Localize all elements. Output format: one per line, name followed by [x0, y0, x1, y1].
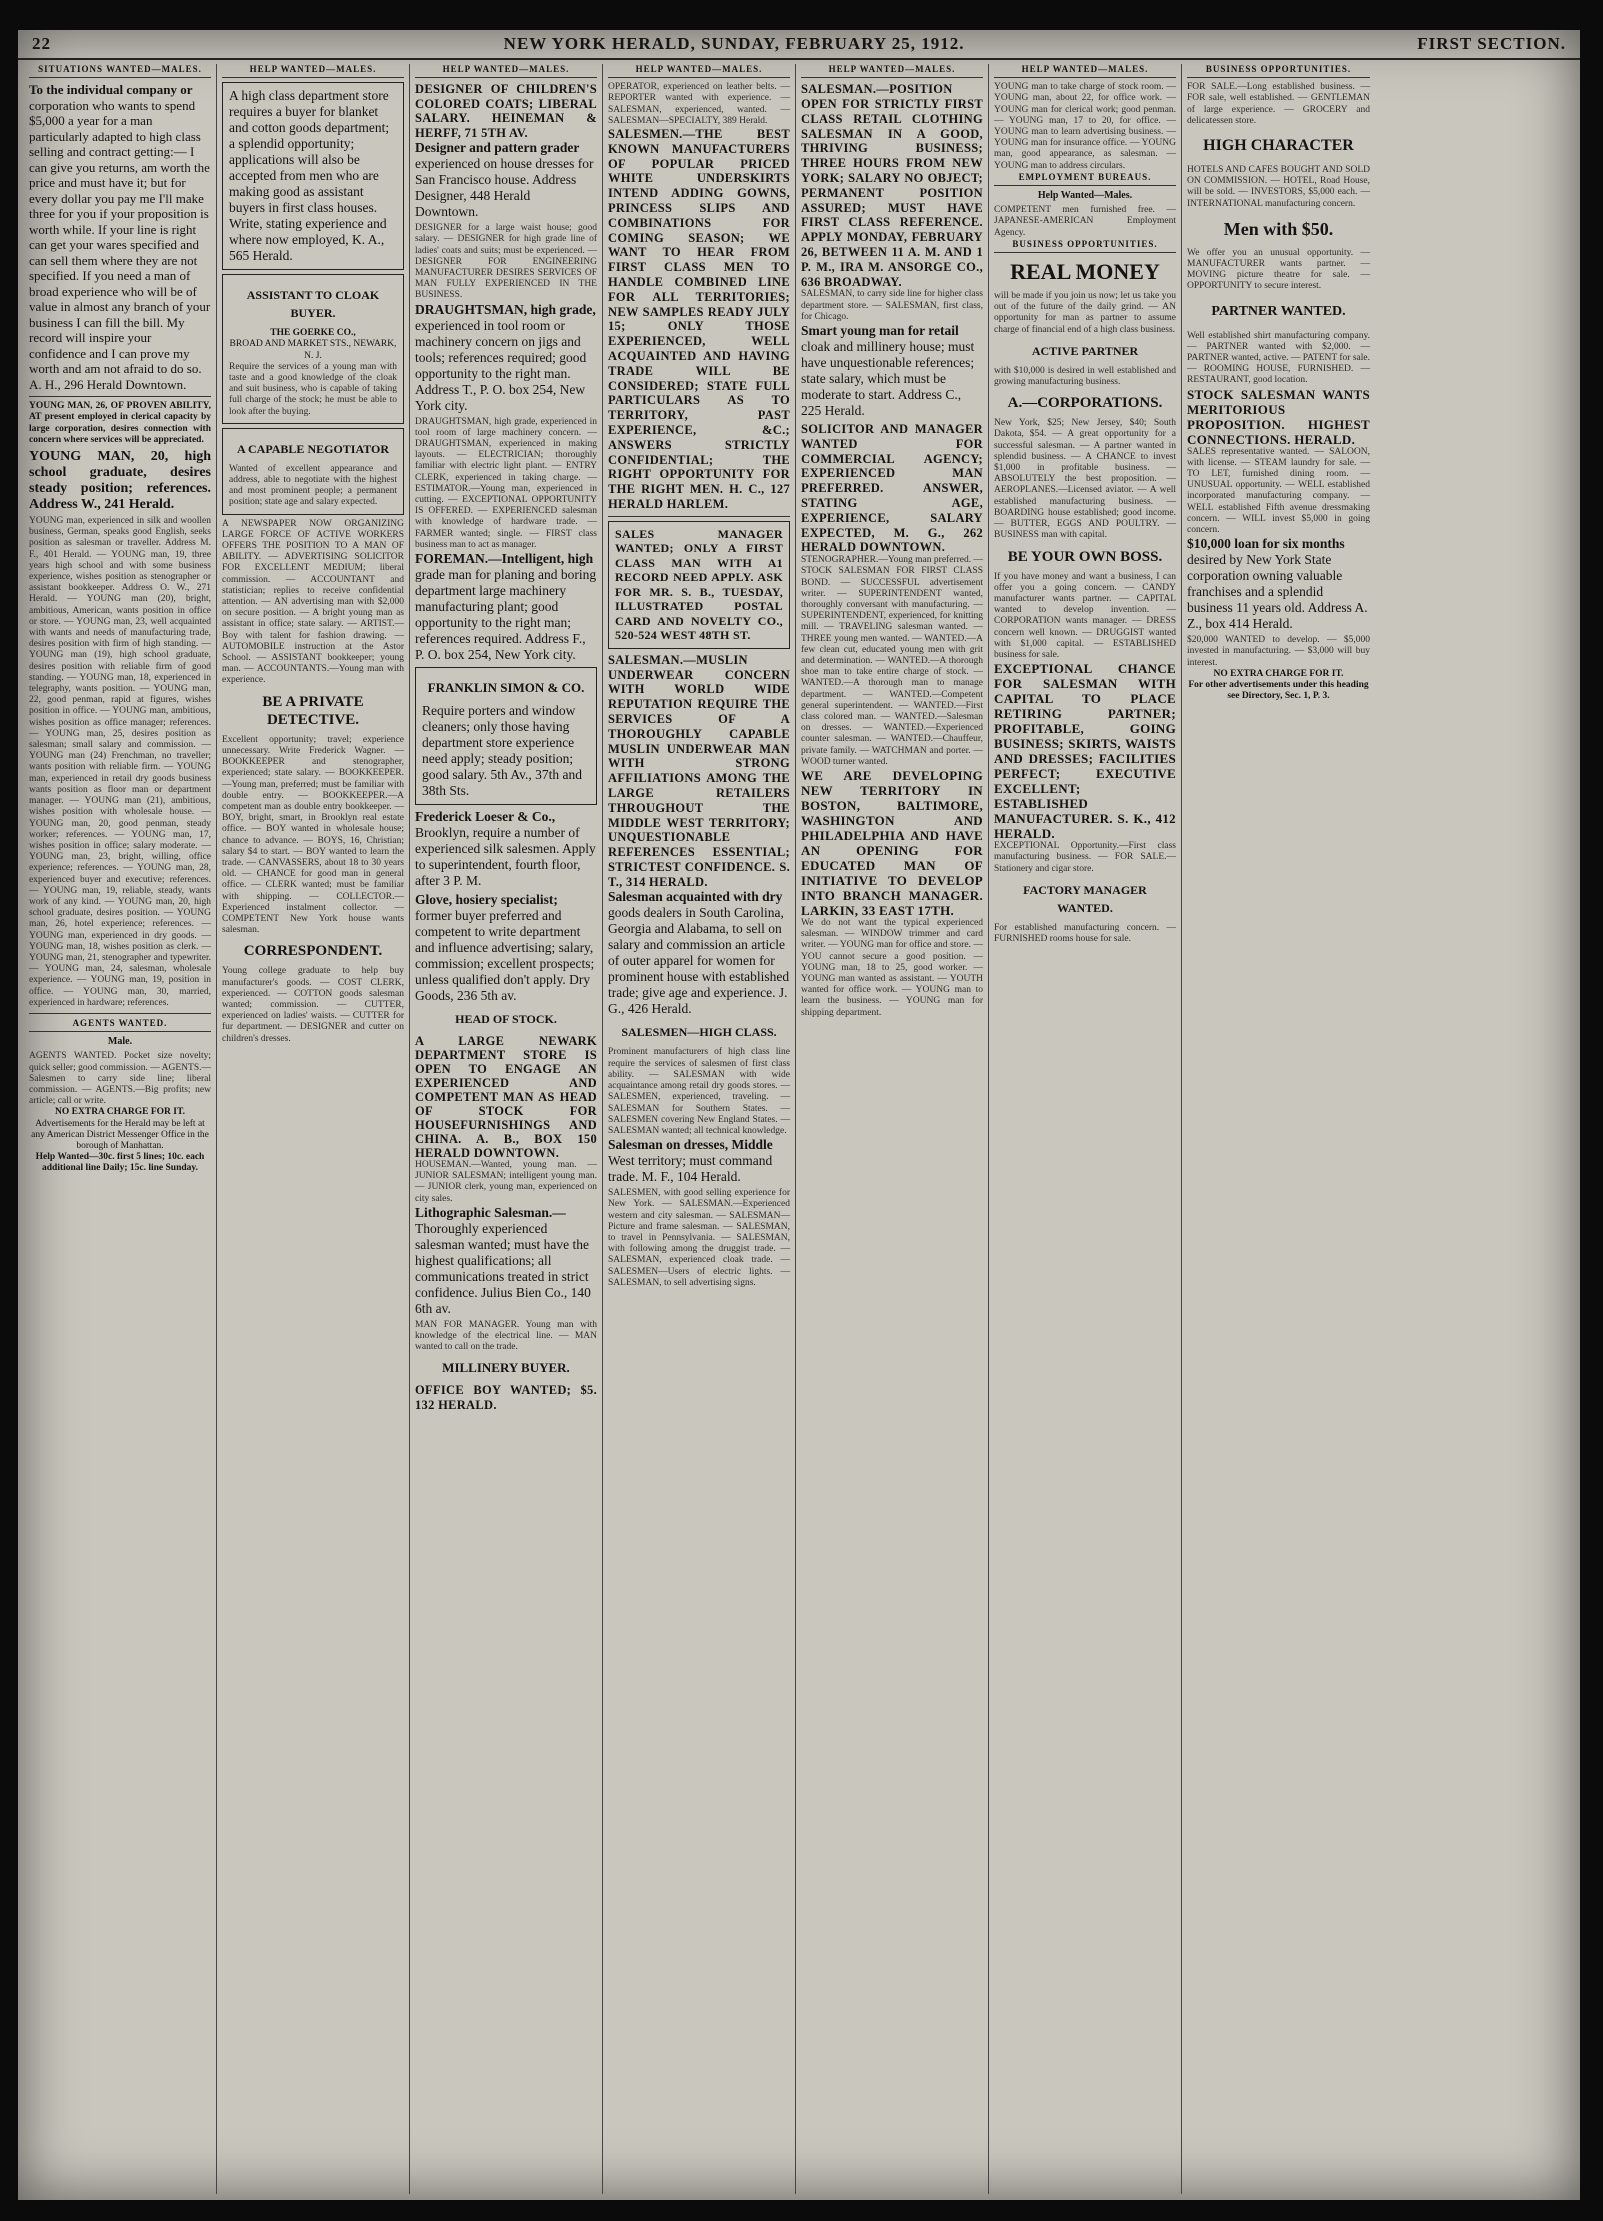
- classified-ad: To the individual company or corporation who wants to spend $5,000 a year for a man particularly adapted to high class selling and contract getting:— I can give you returns, am worth the price and must have it; but for every dollar you pay me I'll make three for you if your proposition is worth while. If your line is right can get your wares specified and can sell them where they are not specified. If you need a man of broad experience who will be of value in almost any branch of your business I can fill the bill. My record will inspire your confidence and I can prove my worth and am not afraid to do so. A. H., 296 Herald Downtown.: [29, 82, 211, 392]
- boxed-ad: SALES MANAGER WANTED; ONLY A FIRST CLASS MAN WITH A1 RECORD NEED APPLY. ASK FOR MR. S. B., TUESDAY, ILLUSTRATED POSTAL CARD AND NOVELTY CO., 520-524 WEST 48TH ST.: [608, 521, 790, 649]
- classified-ad: Glove, hosiery specialist; former buyer preferred and competent to write department and influence advertising; salary, commission; excellent prospects; unless qualified don't apply. Dry Goods, 236 5th av.: [415, 892, 595, 1004]
- ad-text: Require porters and window cleaners; only those having department store experience need apply; steady position; good salary. 5th Av., 37th and 38th Sts.: [422, 703, 582, 799]
- classified-ad: DESIGNER OF CHILDREN'S COLORED COATS; LIBERAL SALARY. HEINEMAN & HERFF, 71 5TH AV.: [415, 82, 597, 140]
- ad-title: ACTIVE PARTNER: [1031, 343, 1139, 358]
- footer-note: NO EXTRA CHARGE FOR IT.: [1213, 668, 1344, 679]
- ad-text-block: EXCEPTIONAL Opportunity.—First class manufacturing business. — FOR SALE.—Stationery and cigar store.: [994, 841, 1176, 874]
- ad-text-block: OPERATOR, experienced on leather belts. — REPORTER wanted with experience. — SALESMAN, experienced, wanted. — SALESMAN—SPECIALTY, 389 Herald.: [608, 82, 790, 126]
- ad-text-block: SALESMAN, to carry side line for higher class department store. — SALESMAN, first class, for Chicago.: [801, 289, 983, 322]
- page-number: 22: [32, 34, 51, 53]
- classified-ad: $10,000 loan for six months desired by New York State corporation owning valuable franchises and a splendid business 11 years old. Address A. Z., box 414 Herald.: [1187, 536, 1368, 632]
- classified-ad: SOLICITOR AND MANAGER WANTED FOR COMMERCIAL AGENCY; EXPERIENCED MAN PREFERRED. ANSWER, STATING AGE, EXPERIENCE, SALARY EXPECTED, M. G., 262 HERALD DOWNTOWN.: [801, 421, 983, 555]
- columns: [24, 64, 1574, 2194]
- rate-note: Help Wanted—30c. first 5 lines; 10c. each additional line Daily; 15c. line Sunday.: [35, 1152, 205, 1174]
- classified-ad: Designer and pattern grader experienced on house dresses for San Francisco house. Address Designer, 448 Herald Downtown.: [415, 140, 594, 220]
- ad-text-block: We offer you an unusual opportunity. — MANUFACTURER wants partner. — MOVING picture theatre for sale. — OPPORTUNITY to secure interest.: [1187, 247, 1370, 292]
- boxed-ad: [222, 428, 404, 515]
- classified-ad: DRAUGHTSMAN, high grade, experienced in tool room or machinery concern on jigs and tools; references required; good opportunity to the right man. Address T., P. O. box 254, New York city.: [415, 301, 596, 413]
- ad-title: ASSISTANT TO CLOAK BUYER.: [246, 288, 380, 321]
- ad-text-block: Young college graduate to help buy manufacturer's goods. — COST CLERK, experienced. — COTTON goods salesman wanted; commission. — CUTTER, experienced on ladies' waists. — CUTTER for fur department. — DESIGNER and cutter on children's dresses.: [222, 966, 404, 1044]
- classified-ad: Salesman acquainted with dry goods dealers in South Carolina, Georgia and Alabama, to sell on salary and commission an article of outer apparel for women for prominent house with established trade; give age and experience. J. G., 426 Herald.: [608, 889, 790, 1017]
- boxed-ad: [222, 274, 404, 424]
- footer-text: Advertisements for the Herald may be left at any American District Messenger Office in the borough of Manhattan.: [31, 1118, 209, 1151]
- page-header: [18, 30, 1580, 60]
- column-2: [217, 64, 410, 2194]
- ad-title: MILLINERY BUYER.: [442, 1360, 570, 1376]
- ad-text-block: For established manufacturing concern. — FURNISHED rooms house for sale.: [994, 922, 1176, 944]
- ad-text-block: DESIGNER for a large waist house; good salary. — DESIGNER for high grade line of ladies' coats and suits; must be experienced. — DESIGNER FOR ENGINEERING MANUFACTURER DESIRES SERVICES OF MAN FULLY EXPERIENCED IN THE BUSINESS.: [415, 223, 597, 301]
- ad-text-block: AGENTS WANTED. Pocket size novelty; quick seller; good commission. — AGENTS.—Salesmen to carry side line; liberal commission. — AGENTS.—Big profits; new article; call or write.: [29, 1051, 211, 1107]
- ad-text-block: FOR SALE.—Long established business. — FOR sale, well established. — GENTLEMAN of large experience. — GROCERY and delicatessen store.: [1187, 82, 1370, 126]
- column-5: [796, 64, 989, 2194]
- ad-title: HIGH CHARACTER: [1203, 137, 1354, 155]
- ad-text-block: Require the services of a young man with taste and a good knowledge of the cloak and suit business, who is capable of taking full charge of the stock; he must be able to look after the buying.: [229, 361, 397, 417]
- section-label: FIRST SECTION.: [1417, 34, 1566, 53]
- footer-text: For other advertisements under this heading see Directory, Sec. 1, P. 3.: [1188, 680, 1369, 702]
- ad-title: PARTNER WANTED.: [1211, 303, 1346, 319]
- ad-title: FACTORY MANAGER WANTED.: [1023, 882, 1147, 915]
- classified-ad: Salesman on dresses, Middle West territory; must command trade. M. F., 104 Herald.: [608, 1137, 773, 1185]
- ad-title: A.—CORPORATIONS.: [1007, 395, 1163, 412]
- ad-title: Men with $50.: [1223, 218, 1334, 239]
- ad-text-block: MAN FOR MANAGER. Young man with knowledge of the electrical line. — MAN wanted to call on the trade.: [415, 1319, 597, 1353]
- ad-address: BROAD AND MARKET STS., NEWARK, N. J.: [229, 339, 397, 361]
- column-6: [989, 64, 1182, 2194]
- ad-title: CORRESPONDENT.: [243, 943, 383, 960]
- ad-text-block: If you have money and want a business, I can offer you a going concern. — CANDY manufacturer wants partner. — CAPITAL wanted to develop invention. — CORPORATION wants manager. — DRESS concern well known. — DRUGGIST wanted with $1,000 capital. — ESTABLISHED business for sale.: [994, 571, 1176, 660]
- ad-text-block: YOUNG man, experienced in silk and woollen business, German, speaks good English, seeks position as salesman or traveller. Address M. F., 401 Herald. — YOUNG man, 19, three years high school and with some business experience, wishes position as stenographer or assistant bookkeeper. Address O. W., 271 Herald. — YOUNG man (20), bright, ambitious, American, wants position in office or store. — YOUNG man, 23, well acquainted with wants and needs of manufacturing trade, desires position with firm of high standing. — YOUNG man (19), high school graduate, desires position with reliable firm of good standing. — YOUNG man, 18, experienced in telegraphy, wants position. — YOUNG man, 22, good penman, rapid at figures, wishes position in office. — YOUNG man, ambitious, wishes position as office manager; references. — YOUNG man, 25, desires position as salesman; small salary and commission. — YOUNG man (24) Frenchman, no traveller; wants position with reliable firm. — YOUNG man, experienced in retail dry goods business wants position as floor man or department manager. — YOUNG man (21), ambitious, wishes position with wholesale house. — YOUNG man, 20, good penman, steady worker; references. — YOUNG man, 17, wishes position in office; salary moderate. — YOUNG man, 23, bright, willing, office experience; references. — YOUNG man, 28, experienced buyer and executive; references. — YOUNG man, 19, reliable, steady, wants work of any kind. — YOUNG man, 20, high school graduate, desires position. — YOUNG man, 26, hotel experience; references. — YOUNG man, experienced in dry goods. — YOUNG man, 18, wishes position as clerk. — YOUNG man, 21, stenographer and typewriter. — YOUNG man, 24, salesman, wholesale experience. — YOUNG man, 19, position in office. — YOUNG man, 30, married, experienced in hardware; references.: [29, 516, 211, 1008]
- classified-ad: SALESMAN.—MUSLIN UNDERWEAR CONCERN WITH WORLD WIDE REPUTATION REQUIRE THE SERVICES OF A THOROUGHLY CAPABLE MUSLIN UNDERWEAR MAN WITH STRONG AFFILIATIONS AMONG THE LARGE RETAILERS THROUGHOUT THE MIDDLE WEST TERRITORY; UNQUESTIONABLE REFERENCES ESSENTIAL; STRICTEST CONFIDENCE. S. T., 314 HERALD.: [608, 652, 790, 889]
- section-heading: HELP WANTED—MALES.: [801, 64, 983, 78]
- divider: [29, 1013, 211, 1014]
- section-heading: HELP WANTED—MALES.: [608, 64, 790, 78]
- business-heading: BUSINESS OPPORTUNITIES.: [994, 239, 1176, 253]
- classified-ad: SALESMAN.—POSITION OPEN FOR STRICTLY FIRST CLASS RETAIL CLOTHING SALESMAN IN A GOOD, THRIVING BUSINESS; THREE HOURS FROM NEW YORK; SALARY NO OBJECT; PERMANENT POSITION ASSURED; MUST HAVE FIRST CLASS REFERENCE. APPLY MONDAY, FEBRUARY 26, BETWEEN 11 A. M. AND 1 P. M., IRA M. ANSORGE CO., 636 BROADWAY.: [801, 82, 983, 289]
- ad-text-block: HOUSEMAN.—Wanted, young man. — JUNIOR SALESMAN; intelligent young man. — JUNIOR clerk, young man, experienced on city sales.: [415, 1160, 597, 1204]
- ad-title: A CAPABLE NEGOTIATOR: [236, 441, 390, 456]
- classified-ad: A LARGE NEWARK DEPARTMENT STORE IS OPEN TO ENGAGE AN EXPERIENCED AND COMPETENT MAN AS HEAD OF STOCK FOR HOUSEFURNISHINGS AND CHINA. A. B., BOX 150 HERALD DOWNTOWN.: [415, 1034, 597, 1161]
- ad-text-block: SALESMEN, with good selling experience for New York. — SALESMAN.—Experienced western and city salesman. — SALESMAN—Picture and frame salesman. — SALESMAN, to travel in Pennsylvania. — SALESMAN, with following among the druggist trade. — SALESMAN, experienced cloak trade. — SALESMEN—Users of electric lights. — SALESMAN, to sell advertising signs.: [608, 1188, 790, 1288]
- classified-ad: YOUNG MAN, 26, OF PROVEN ABILITY, AT present employed in clerical capacity by large corporation, desires connection with concern where services will be appreciated.: [29, 401, 211, 445]
- section-heading: HELP WANTED—MALES.: [994, 64, 1176, 78]
- ad-company: THE GOERKE CO.,: [270, 328, 356, 339]
- section-heading: HELP WANTED—MALES.: [415, 64, 597, 78]
- column-4: [603, 64, 796, 2194]
- ad-text-block: Excellent opportunity; travel; experience unnecessary. Write Frederick Wagner. — BOOKKEEPER and stenographer, experienced; state salary. — BOOKKEEPER.—Young man, preferred; must be familiar with double entry. — BOOKKEEPER.—A competent man as double entry bookkeeper. — BOY, bright, smart, in Brooklyn real estate office. — BOY wanted in wholesale house; chance to advance. — BOYS, 16, Christian; salary $4 to start. — BOY wanted to learn the trade. — CANVASSERS, about 18 to 30 years old. — CHANCE for good man in general office. — CLERK wanted; must be familiar with shipping. — COLLECTOR.—Experienced instalment collector. — COMPETENT New York house wants salesman.: [222, 734, 404, 936]
- ad-title: BE YOUR OWN BOSS.: [1007, 548, 1163, 565]
- masthead: NEW YORK HERALD, SUNDAY, FEBRUARY 25, 1912.: [503, 34, 965, 53]
- ad-title: SALESMEN—HIGH CLASS.: [621, 1025, 777, 1040]
- employment-subheading: Help Wanted—Males.: [1037, 190, 1133, 202]
- classified-ad: EXCEPTIONAL CHANCE FOR SALESMAN WITH CAPITAL TO PLACE RETIRING PARTNER; PROFITABLE, GOING BUSINESS; SKIRTS, WAISTS AND DRESSES; FACILITIES PERFECT; EXECUTIVE EXCELLENT; ESTABLISHED MANUFACTURER. S. K., 412 HERALD.: [994, 661, 1176, 842]
- ad-title: HEAD OF STOCK.: [455, 1012, 557, 1027]
- ad-text-block: Prominent manufacturers of high class line require the services of salesmen of first class ability. — SALESMAN with wide acquaintance among retail dry goods stores. — SALESMEN, experienced, traveling. — SALESMAN for Southern States. — SALESMEN covering New England States. — SALESMAN wanted; all technical knowledge.: [608, 1047, 790, 1136]
- classified-ad: WE ARE DEVELOPING NEW TERRITORY IN BOSTON, BALTIMORE, WASHINGTON AND PHILADELPHIA AND HAVE AN OPENING FOR EDUCATED MAN OF INITIATIVE TO DEVELOP INTO BRANCH MANAGER. LARKIN, 33 EAST 17TH.: [801, 768, 983, 918]
- ad-text-block: $20,000 WANTED to develop. — $5,000 invested in manufacturing. — $3,000 will buy interest.: [1187, 635, 1370, 668]
- column-1: [24, 64, 217, 2194]
- classified-ad: Frederick Loeser & Co., Brooklyn, require a number of experienced silk salesmen. Apply to superintendent, fourth floor, after 3 P. M.: [415, 809, 596, 889]
- ad-title: FRANKLIN SIMON & CO.: [427, 680, 585, 696]
- newspaper-page: [18, 30, 1580, 2200]
- ad-text-block: SALES representative wanted. — SALOON, with license. — STEAM laundry for sale. — TO LET, furnished dining room. — UNUSUAL opportunity. — WELL established incorporated manufacturing company. — WELL established Fifth avenue dressmaking concern. — WILL invest $5,000 in going concern.: [1187, 446, 1370, 536]
- divider: [29, 396, 211, 397]
- classified-ad: FOREMAN.—Intelligent, high grade man for planing and boring department large machinery manufacturing plant; good opportunity to the right man; references required. Address F., P. O. box 254, New York city.: [415, 551, 597, 663]
- ad-title: BE A PRIVATE DETECTIVE.: [262, 693, 364, 728]
- agents-subheading: Male.: [107, 1036, 133, 1048]
- ad-text-block: Wanted of excellent appearance and address, able to negotiate with the highest and most prominent people; a permanent position; state age and salary expected.: [229, 463, 397, 508]
- agents-heading: AGENTS WANTED.: [29, 1018, 211, 1032]
- boxed-ad: [415, 667, 597, 805]
- ad-text-block: YOUNG man to take charge of stock room. — YOUNG man, about 22, for office work. — YOUNG man for clerical work; good penman. — YOUNG man, 17 to 20, for office. — YOUNG man to learn advertising business. — YOUNG man for insurance office. — YOUNG man, good appearance, as salesman. — YOUNG man to address circulars.: [994, 82, 1176, 171]
- ad-text-block: Well established shirt manufacturing company. — PARTNER wanted with $2,000. — PARTNER wanted, active. — PATENT for sale. — ROOMING HOUSE, FURNISHED. — RESTAURANT, good location.: [1187, 330, 1370, 386]
- divider: [608, 516, 790, 517]
- section-heading: SITUATIONS WANTED—MALES.: [29, 64, 211, 78]
- ad-text-block: with $10,000 is desired in well established and growing manufacturing business.: [994, 365, 1176, 388]
- classified-ad: STOCK SALESMAN WANTS MERITORIOUS PROPOSITION. HIGHEST CONNECTIONS. HERALD.: [1187, 386, 1370, 447]
- ad-text-block: COMPETENT men furnished free. — JAPANESE-AMERICAN Employment Agency.: [994, 205, 1176, 238]
- classified-ad: YOUNG MAN, 20, high school graduate, desires steady position; references. Address W., 241 Herald.: [29, 449, 211, 513]
- classified-ad: SALESMEN.—THE BEST KNOWN MANUFACTURERS OF POPULAR PRICED WHITE UNDERSKIRTS INTEND ADDING GOWNS, PRINCESS SLIPS AND COMBINATIONS FOR COMING SEASON; WE WANT TO HEAR FROM FIRST CLASS MEN TO HANDLE COMBINED LINE FOR ALL TERRITORIES; NEW SAMPLES READY JULY 15; ONLY THOSE EXPERIENCED, WELL ACQUAINTED AND HAVING TRADE WILL BE CONSIDERED; STATE FULL PARTICULARS AS TO TERRITORY, PAST EXPERIENCE, &C.; ANSWERS STRICTLY CONFIDENTIAL; THE RIGHT OPPORTUNITY FOR THE RIGHT MEN. H. C., 127 HERALD HARLEM.: [608, 127, 790, 511]
- ad-text-block: will be made if you join us now; let us take you out of the future of the daily grind. — AN opportunity for man as partner to assume charge of financial end of a high class business.: [994, 291, 1176, 335]
- ad-text-block: STENOGRAPHER.—Young man preferred. — STOCK SALESMAN FOR FIRST CLASS BOND. — SUCCESSFUL advertisement writer. — SUPERINTENDENT wanted, thoroughly conversant with manufacturing. — SUPERINTENDENT, experienced, for knitting mill. — TRAVELING salesman wanted. — THREE young men wanted. — WANTED.—A few clean cut, educated young men with grit and determination. — WANTED.—A thorough shoe man to take entire charge of stock. — WANTED.—A thorough man to manage department. — WANTED.—Competent general superintendent. — WANTED.—First class colored man. — WANTED.—Salesman on dresses. — WANTED.—Experienced counter salesman. — WANTED.—Chauffeur, private family. — WATCHMAN and porter. — WOOD turner wanted.: [801, 555, 983, 767]
- section-heading: BUSINESS OPPORTUNITIES.: [1187, 64, 1370, 78]
- ad-text-block: A NEWSPAPER NOW ORGANIZING LARGE FORCE OF ACTIVE WORKERS OFFERS THE POSITION TO A MAN OF ABILITY. — ADVERTISING SOLICITOR FOR EXCELLENT MEDIUM; liberal commission. — ACCOUNTANT and statistician; replies to receive confidential attention. — AN advertising man with $2,000 on secure position. — A bright young man as assistant in office; state salary. — ARTIST.—Boy with talent for fashion drawing. — AUTOMOBILE instruction at the Astor School. — ASSISTANT bookkeeper; young man. — ACCOUNTANTS.—Young man with experience.: [222, 518, 404, 686]
- employment-heading: EMPLOYMENT BUREAUS.: [994, 172, 1176, 186]
- classified-ad: OFFICE BOY WANTED; $5. 132 HERALD.: [415, 1383, 597, 1412]
- footer-note: NO EXTRA CHARGE FOR IT.: [55, 1107, 185, 1118]
- classified-ad: Smart young man for retail cloak and millinery house; must have unquestionable references; state salary, which must be moderate to start. Address C., 225 Herald.: [801, 322, 975, 418]
- column-3: [410, 64, 603, 2194]
- ad-text-block: We do not want the typical experienced salesman. — WINDOW trimmer and card writer. — YOUNG man for office and store. — YOU cannot secure a good position. — YOUNG man, 18 to 25, good worker. — YOUNG man wanted as assistant. — YOUTH wanted for office work. — YOUNG man to learn the business. — YOUNG man for shipping department.: [801, 918, 983, 1018]
- section-heading: HELP WANTED—MALES.: [222, 64, 404, 78]
- classified-ad: Lithographic Salesman.—Thoroughly experienced salesman wanted; must have the highest qualifications; all communications treated in strict confidence. Julius Bien Co., 140 6th av.: [415, 1204, 591, 1316]
- ad-text-block: DRAUGHTSMAN, high grade, experienced in tool room of large machinery concern. — DRAUGHTSMAN, experienced in making layouts. — ELECTRICIAN; thoroughly familiar with electric light plant. — ENTRY CLERK, experienced in taking charge. — ESTIMATOR.—Young man, experienced in cutting. — EXCEPTIONAL OPPORTUNITY IS OFFERED. — EXPERIENCED salesman with knowledge of hardware trade. — FARMER wanted; single. — FIRST class business man to act as manager.: [415, 416, 597, 550]
- column-7: [1182, 64, 1375, 2194]
- ad-title: REAL MONEY: [1010, 259, 1160, 285]
- ad-text-block: HOTELS AND CAFES BOUGHT AND SOLD ON COMMISSION. — HOTEL, Road House, will be sold. — INVESTORS, $5,000 each. — INTERNATIONAL manufacturing concern.: [1187, 165, 1370, 209]
- ad-text-block: New York, $25; New Jersey, $40; South Dakota, $54. — A great opportunity for a successful salesman. — A partner wanted in splendid business. — A CHANCE to invest $1,000 in profitable business. — ABSOLUTELY the best proposition. — AEROPLANES.—Licensed aviator. — A well established manufacturing business. — BOARDING house established; good income. — BUTTER, EGGS AND POULTRY. — BUSINESS man with capital.: [994, 418, 1176, 541]
- boxed-ad: A high class department store requires a buyer for blanket and cotton goods department; a splendid opportunity; applications will also be accepted from men who are making good as assistant buyers in first class houses. Write, stating experience and where now employed, K. A., 565 Herald.: [222, 82, 404, 270]
